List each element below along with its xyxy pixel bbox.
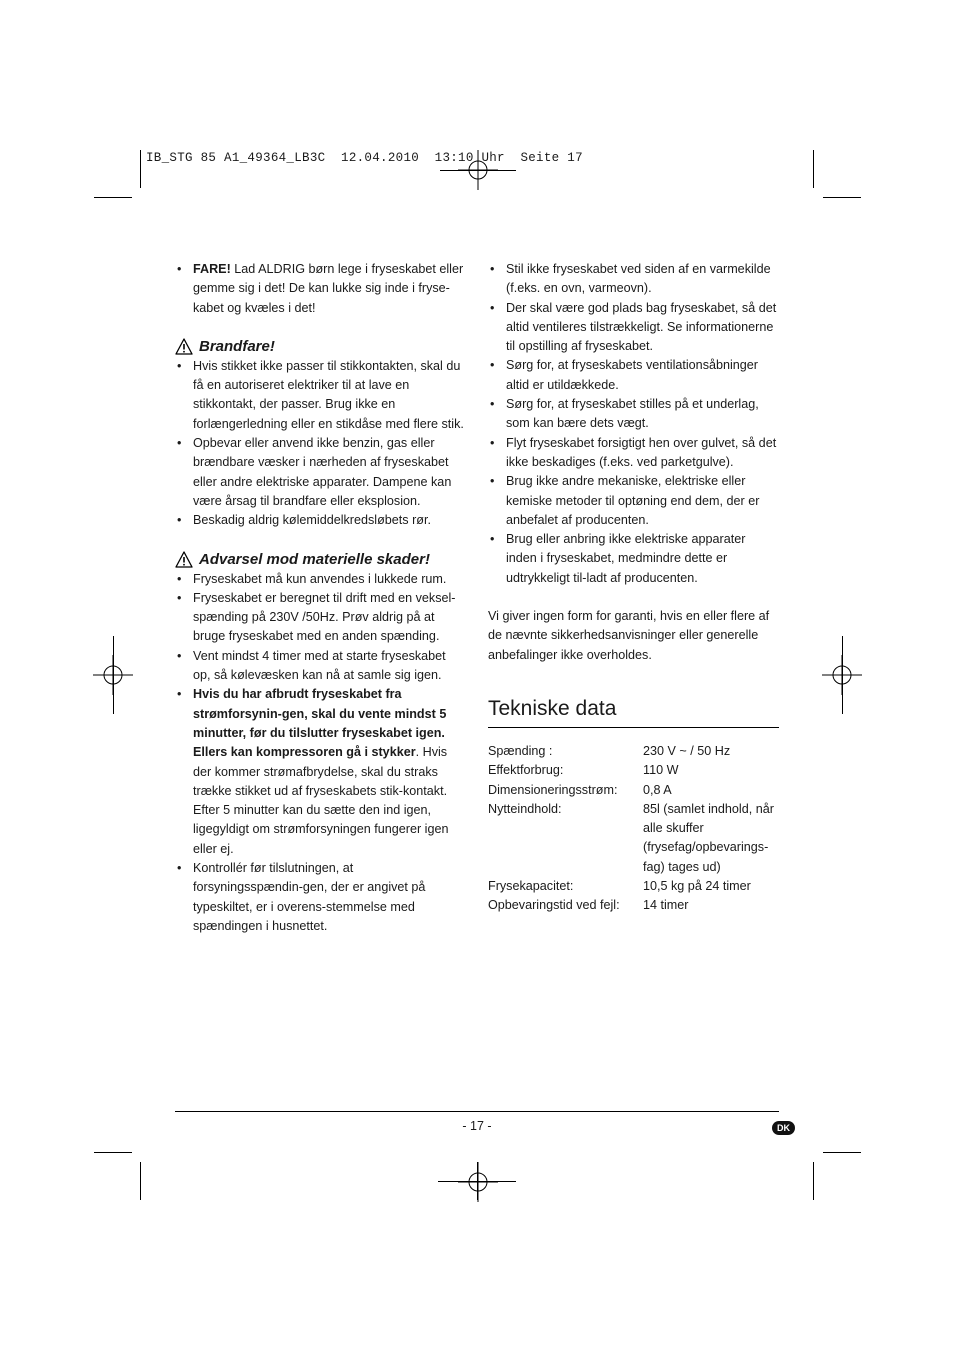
left-column <box>175 260 465 936</box>
list-item: • Vent mindst 4 timer med at starte fryseskabet op, så kølevæsken kan nå at samle sig igen. <box>175 647 465 686</box>
list-item: • Hvis stikket ikke passer til stikkontakten, skal du få en autoriseret elektriker til at lave en stikkontakt, der passer. Brug ikke en forlængerledning eller en stikdåse med flere stik. <box>175 357 465 434</box>
intro-list <box>175 260 465 318</box>
list-item: • Hvis du har afbrudt fryseskabet fra strømforsynin-gen, skal du vente mindst 5 minutter, før du tilslutter fryseskabet igen. Ellers kan kompressoren gå i stykker. Hvis der kommer strømafbrydelse, skal du straks trække stikket ud af fryseskabets stik-kontakt. Efter 5 minutter kan du sætte den ind igen, ligegyldigt om strømforsyningen fungerer igen eller ej. <box>175 685 465 859</box>
tech-row: Nytteindhold: 85l (samlet indhold, når alle skuffer (frysefag/opbevarings-fag) tages ud) <box>488 801 774 874</box>
warranty-note: Vi giver ingen form for garanti, hvis en eller flere af de nævnte sikkerhedsanvisninger eller generelle anbefalinger ikke overholdes. <box>488 609 770 662</box>
tech-data-title: Tekniske data <box>488 695 779 728</box>
crop-mark <box>813 1162 814 1200</box>
tech-row: Opbevaringstid ved fejl: 14 timer <box>488 898 689 913</box>
list-item: • Fryseskabet er beregnet til drift med en veksel-spænding på 230V /50Hz. Prøv aldrig på at bruge fryseskabet med en anden spænding. <box>175 589 465 647</box>
brandfare-heading: Brandfare! <box>175 337 465 357</box>
page-number: - 17 - <box>462 1119 492 1133</box>
list-item: • Brug eller anbring ikke elektriske apparater inden i fryseskabet, medmindre dette er udtrykkeligt til-ladt af producenten. <box>488 530 779 588</box>
crop-mark <box>140 150 141 188</box>
crop-mark <box>94 1152 132 1153</box>
list-item: • Opbevar eller anvend ikke benzin, gas eller brændbare væsker i nærheden af fryseskabet eller andre elektriske apparater. Dampene kan være årsag til brandfare eller eksplosion. <box>175 434 465 511</box>
danger-label: FARE! <box>193 262 231 276</box>
print-slug: IB_STG 85 A1_49364_LB3C 12.04.2010 13:10 Uhr Seite 17 <box>146 151 583 165</box>
list-item: • Brug ikke andre mekaniske, elektriske eller kemiske metoder til optøning end dem, der er anbefalet af producenten. <box>488 472 779 530</box>
registration-line <box>113 636 114 714</box>
crop-mark <box>813 150 814 188</box>
warning-triangle-icon <box>175 338 193 355</box>
registration-line <box>477 1162 478 1200</box>
list-item: • Sørg for, at fryseskabets ventilationsåbninger altid er utildækkede. <box>488 356 779 395</box>
brandfare-list <box>175 357 465 531</box>
crop-mark <box>94 197 132 198</box>
list-item: • Beskadig aldrig kølemiddelkredsløbets rør. <box>175 511 465 530</box>
tech-row: Spænding : 230 V ~ / 50 Hz <box>488 743 731 758</box>
registration-mark <box>458 1162 498 1202</box>
safety-list <box>488 260 779 588</box>
warning-triangle-icon <box>175 551 193 568</box>
list-item: • Der skal være god plads bag fryseskabet, så det altid ventileres tilstrækkeligt. Se informationerne til opstilling af fryseskabet. <box>488 299 779 357</box>
footer-rule <box>175 1111 779 1112</box>
list-item: • Flyt fryseskabet forsigtigt hen over gulvet, så det ikke beskadiges (f.eks. ved parketgulve). <box>488 434 779 473</box>
tech-row: Dimensioneringsstrøm: 0,8 A <box>488 782 672 797</box>
list-item: • Stil ikke fryseskabet ved siden af en varmekilde (f.eks. en ovn, varmeovn). <box>488 260 779 299</box>
right-column <box>488 260 779 916</box>
tech-row: Frysekapacitet: 10,5 kg på 24 timer <box>488 879 751 894</box>
advarsel-heading: Advarsel mod materielle skader! <box>175 550 465 570</box>
advarsel-list <box>175 570 465 937</box>
list-item: • Fryseskabet må kun anvendes i lukkede rum. <box>175 570 465 589</box>
crop-mark <box>823 1152 861 1153</box>
registration-line <box>842 636 843 714</box>
tech-data-table <box>488 742 779 916</box>
list-item: • Sørg for, at fryseskabet stilles på et underlag, som kan bære dets vægt. <box>488 395 779 434</box>
crop-mark <box>823 197 861 198</box>
list-item: • Kontrollér før tilslutningen, at forsyningsspændin-gen, der er angivet på typeskiltet, er i overens-stemmelse med spændingen i husnettet. <box>175 859 465 936</box>
list-item: • FARE! Lad ALDRIG børn lege i fryseskabet eller gemme sig i det! De kan lukke sig inde i fryse-kabet og kvæles i det! <box>175 260 465 318</box>
language-badge: DK <box>772 1121 795 1135</box>
tech-row: Effektforbrug: 110 W <box>488 763 679 778</box>
crop-mark <box>140 1162 141 1200</box>
